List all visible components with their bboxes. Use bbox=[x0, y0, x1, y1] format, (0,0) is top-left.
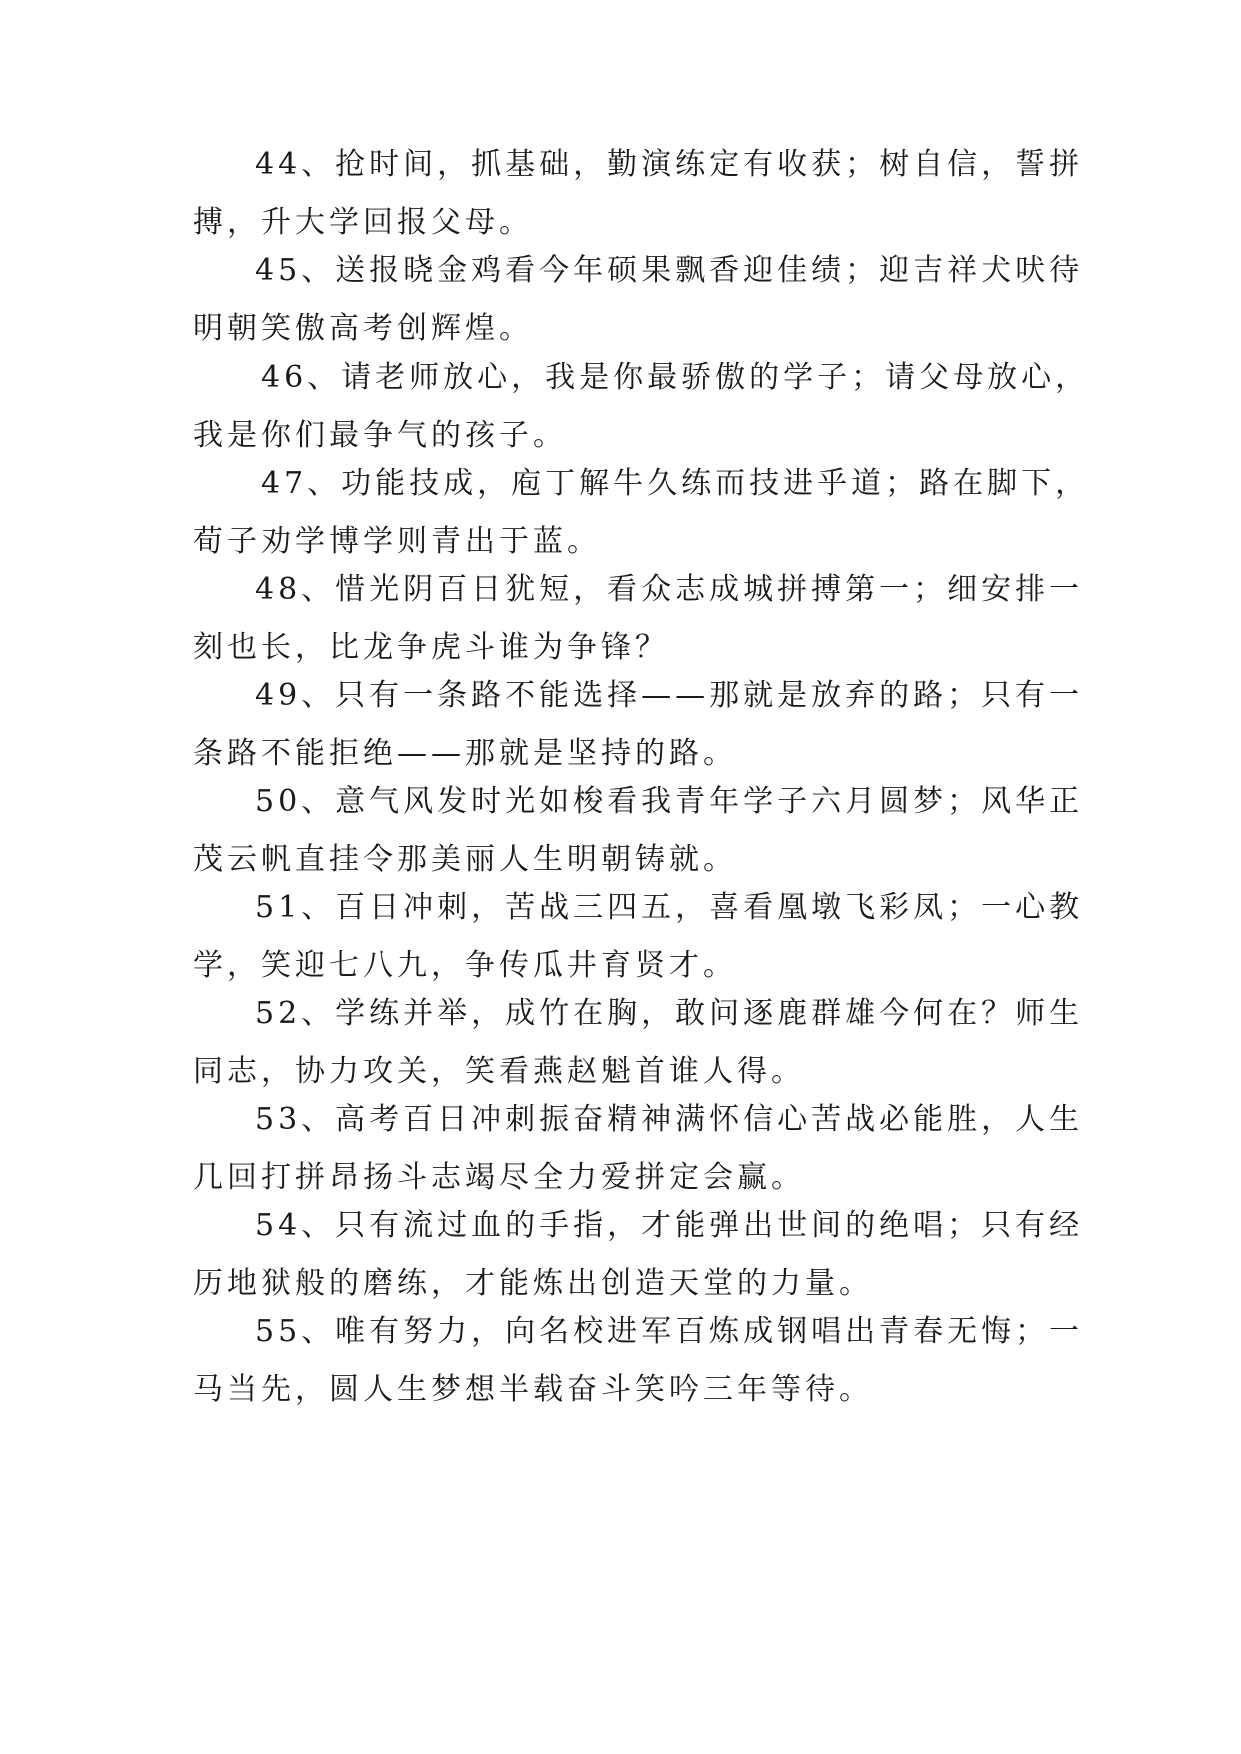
slogan-line-2: 几回打拼昂扬斗志竭尽全力爱拼定会赢。 bbox=[193, 1160, 805, 1195]
slogan-51 bbox=[193, 879, 1084, 995]
slogan-48 bbox=[193, 561, 1084, 677]
slogan-line-1: 54、只有流过血的手指，才能弹出世间的绝唱；只有经 bbox=[255, 1208, 1084, 1243]
slogan-line-1: 44、抢时间，抓基础，勤演练定有收获；树自信，誓拼 bbox=[255, 147, 1084, 182]
slogan-line-2: 历地狱般的磨练，才能炼出创造天堂的力量。 bbox=[193, 1266, 873, 1301]
slogan-44 bbox=[193, 136, 1084, 252]
slogan-line-1: 45、送报晓金鸡看今年硕果飘香迎佳绩；迎吉祥犬吠待 bbox=[255, 253, 1084, 288]
slogan-line-1: 47、功能技成，庖丁解牛久练而技进乎道；路在脚下， bbox=[261, 466, 1090, 501]
slogan-line-2: 明朝笑傲高考创辉煌。 bbox=[193, 311, 533, 346]
slogan-line-2: 茂云帆直挂令那美丽人生明朝铸就。 bbox=[193, 842, 737, 877]
slogan-line-1: 50、意气风发时光如梭看我青年学子六月圆梦；风华正 bbox=[255, 784, 1084, 819]
slogan-line-2: 同志，协力攻关，笑看燕赵魁首谁人得。 bbox=[193, 1054, 805, 1089]
slogan-line-2: 马当先，圆人生梦想半载奋斗笑吟三年等待。 bbox=[193, 1372, 873, 1407]
slogan-45 bbox=[193, 242, 1084, 358]
slogan-46 bbox=[193, 349, 1090, 465]
slogan-line-2: 荀子劝学博学则青出于蓝。 bbox=[193, 524, 601, 559]
slogan-line-1: 51、百日冲刺，苦战三四五，喜看凰墩飞彩凤；一心教 bbox=[255, 890, 1084, 925]
slogan-54 bbox=[193, 1197, 1084, 1313]
slogan-line-1: 55、唯有努力，向名校进军百炼成钢唱出青春无悔；一 bbox=[255, 1314, 1084, 1349]
slogan-50 bbox=[193, 773, 1084, 889]
slogan-line-2: 条路不能拒绝——那就是坚持的路。 bbox=[193, 736, 737, 771]
slogan-line-1: 53、高考百日冲刺振奋精神满怀信心苦战必能胜，人生 bbox=[255, 1102, 1084, 1137]
slogan-line-1: 52、学练并举，成竹在胸，敢问逐鹿群雄今何在？师生 bbox=[255, 996, 1084, 1031]
slogan-53 bbox=[193, 1091, 1084, 1207]
slogan-55 bbox=[193, 1303, 1084, 1419]
slogan-line-2: 我是你们最争气的孩子。 bbox=[193, 418, 567, 453]
slogan-47 bbox=[193, 455, 1090, 571]
slogan-line-1: 46、请老师放心，我是你最骄傲的学子；请父母放心， bbox=[261, 360, 1090, 395]
slogan-line-2: 刻也长，比龙争虎斗谁为争锋？ bbox=[193, 630, 669, 665]
slogan-line-1: 48、惜光阴百日犹短，看众志成城拼搏第一；细安排一 bbox=[255, 572, 1084, 607]
slogan-49 bbox=[193, 667, 1084, 783]
slogan-line-2: 搏，升大学回报父母。 bbox=[193, 205, 533, 240]
slogan-line-1: 49、只有一条路不能选择——那就是放弃的路；只有一 bbox=[255, 678, 1084, 713]
slogan-line-2: 学，笑迎七八九，争传瓜井育贤才。 bbox=[193, 948, 737, 983]
slogan-52 bbox=[193, 985, 1084, 1101]
